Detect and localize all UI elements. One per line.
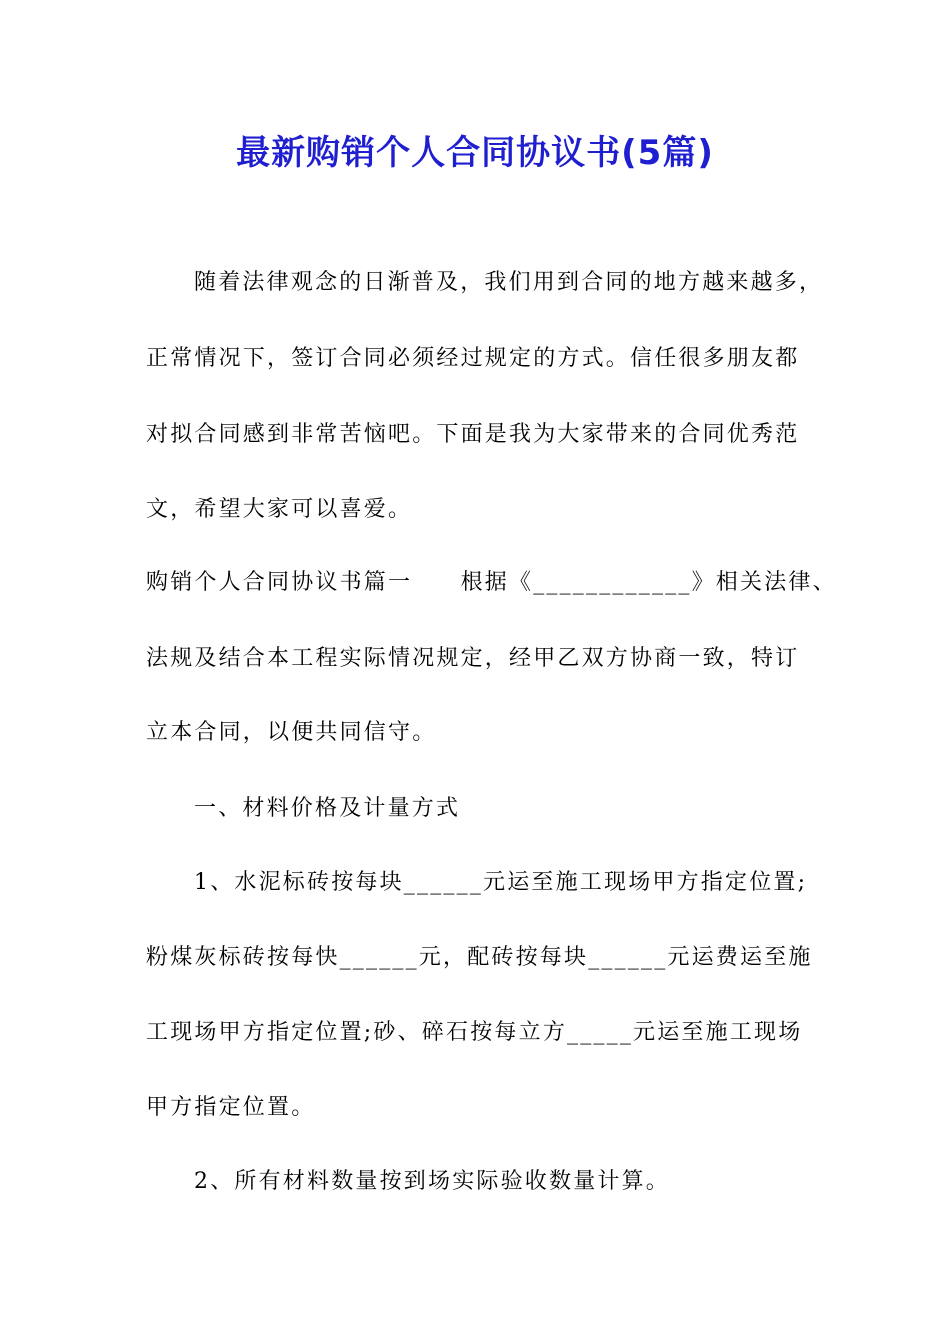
paragraph-line: 对拟合同感到非常苦恼吧。下面是我为大家带来的合同优秀范 (146, 422, 800, 447)
section-heading-line: 购销个人合同协议书篇一 根据《____________》相关法律、 (146, 570, 837, 595)
clause-heading: 一、材料价格及计量方式 (194, 796, 461, 821)
paragraph-line: 正常情况下，签订合同必须经过规定的方式。信任很多朋友都 (146, 346, 800, 371)
paragraph-line: 立本合同，以便共同信守。 (146, 720, 437, 745)
paragraph-line: 甲方指定位置。 (146, 1095, 316, 1120)
clause-item: 1、水泥标砖按每块______元运至施工现场甲方指定位置; (194, 870, 808, 895)
paragraph-line: 随着法律观念的日渐普及，我们用到合同的地方越来越多， (194, 270, 824, 295)
clause-item: 2、所有材料数量按到场实际验收数量计算。 (194, 1169, 670, 1194)
paragraph-line: 文，希望大家可以喜爱。 (146, 497, 413, 522)
paragraph-line: 工现场甲方指定位置;砂、碎石按每立方_____元运至施工现场 (146, 1020, 803, 1045)
paragraph-line: 粉煤灰标砖按每快______元，配砖按每块______元运费运至施 (146, 945, 813, 970)
document-title: 最新购销个人合同协议书(5篇) (236, 133, 714, 173)
paragraph-line: 法规及结合本工程实际情况规定，经甲乙双方协商一致，特订 (146, 646, 800, 671)
